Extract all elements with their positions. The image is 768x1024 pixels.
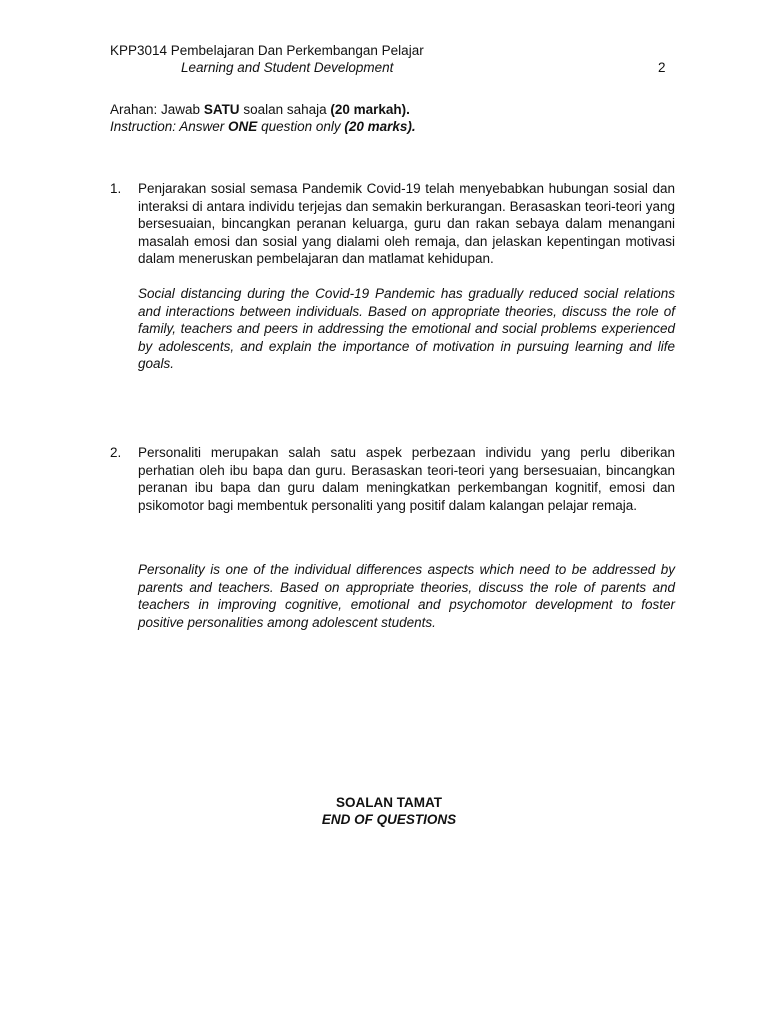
end-of-questions-english: END OF QUESTIONS [321,812,457,827]
question-1-malay-text: Penjarakan sosial semasa Pandemik Covid-19 telah menyebabkan hubungan sosial dan interaksi di antara individu terjejas dan semakin berkurangan. Berasaskan teori-teori yang bersesuaian, bincangkan peranan keluarga, guru dan rakan sebaya dalam menangani masalah emosi dan sosial yang dialami oleh remaja, dan jelaskan kepentingan motivasi dalam meneruskan pembelajaran dan matlamat kehidupan. [138,181,675,266]
question-1-number: 1. [110,181,122,196]
page-number: 2 [658,60,666,75]
question-2-number: 2. [110,445,122,460]
instruction-english [110,118,416,136]
course-title-english: Learning and Student Development [181,60,394,75]
instruction-malay-prefix: Arahan: Jawab [110,102,204,117]
instruction-malay-emphasis: SATU [203,102,240,117]
instruction-english-marks: (20 marks). [344,119,416,134]
instruction-malay-middle: soalan sahaja [239,102,331,117]
instruction-malay [110,101,410,119]
question-2-english-text: Personality is one of the individual differences aspects which need to be addressed by parents and teachers. Based on appropriate theories, discuss the role of parents and teachers in improving cognitive, emotional and psychomotor development to foster positive personalities among adolescent students. [138,562,675,630]
question-2-malay-text: Personaliti merupakan salah satu aspek perbezaan individu yang perlu diberikan perhatian oleh ibu bapa dan guru. Berasaskan teori-teori yang bersesuaian, bincangkan peranan ibu bapa dan guru dalam meningkatkan perkembangan kognitif, emosi dan psikomotor bagi membentuk personaliti yang positif dalam kalangan pelajar remaja. [138,445,675,513]
instruction-malay-marks: (20 markah). [330,102,410,117]
course-title: KPP3014 Pembelajaran Dan Perkembangan Pelajar [110,43,424,58]
question-1-english-text: Social distancing during the Covid-19 Pandemic has gradually reduced social relations and interactions between individuals. Based on appropriate theories, discuss the role of family, teachers and peers in addressing the emotional and social problems experienced by adolescents, and explain the importance of motivation in pursuing learning and life goals. [138,286,675,371]
instruction-english-emphasis: ONE [228,119,258,134]
instruction-english-middle: question only [257,119,345,134]
end-of-questions-malay: SOALAN TAMAT [336,795,442,810]
instruction-english-prefix: Instruction: Answer [110,119,229,134]
